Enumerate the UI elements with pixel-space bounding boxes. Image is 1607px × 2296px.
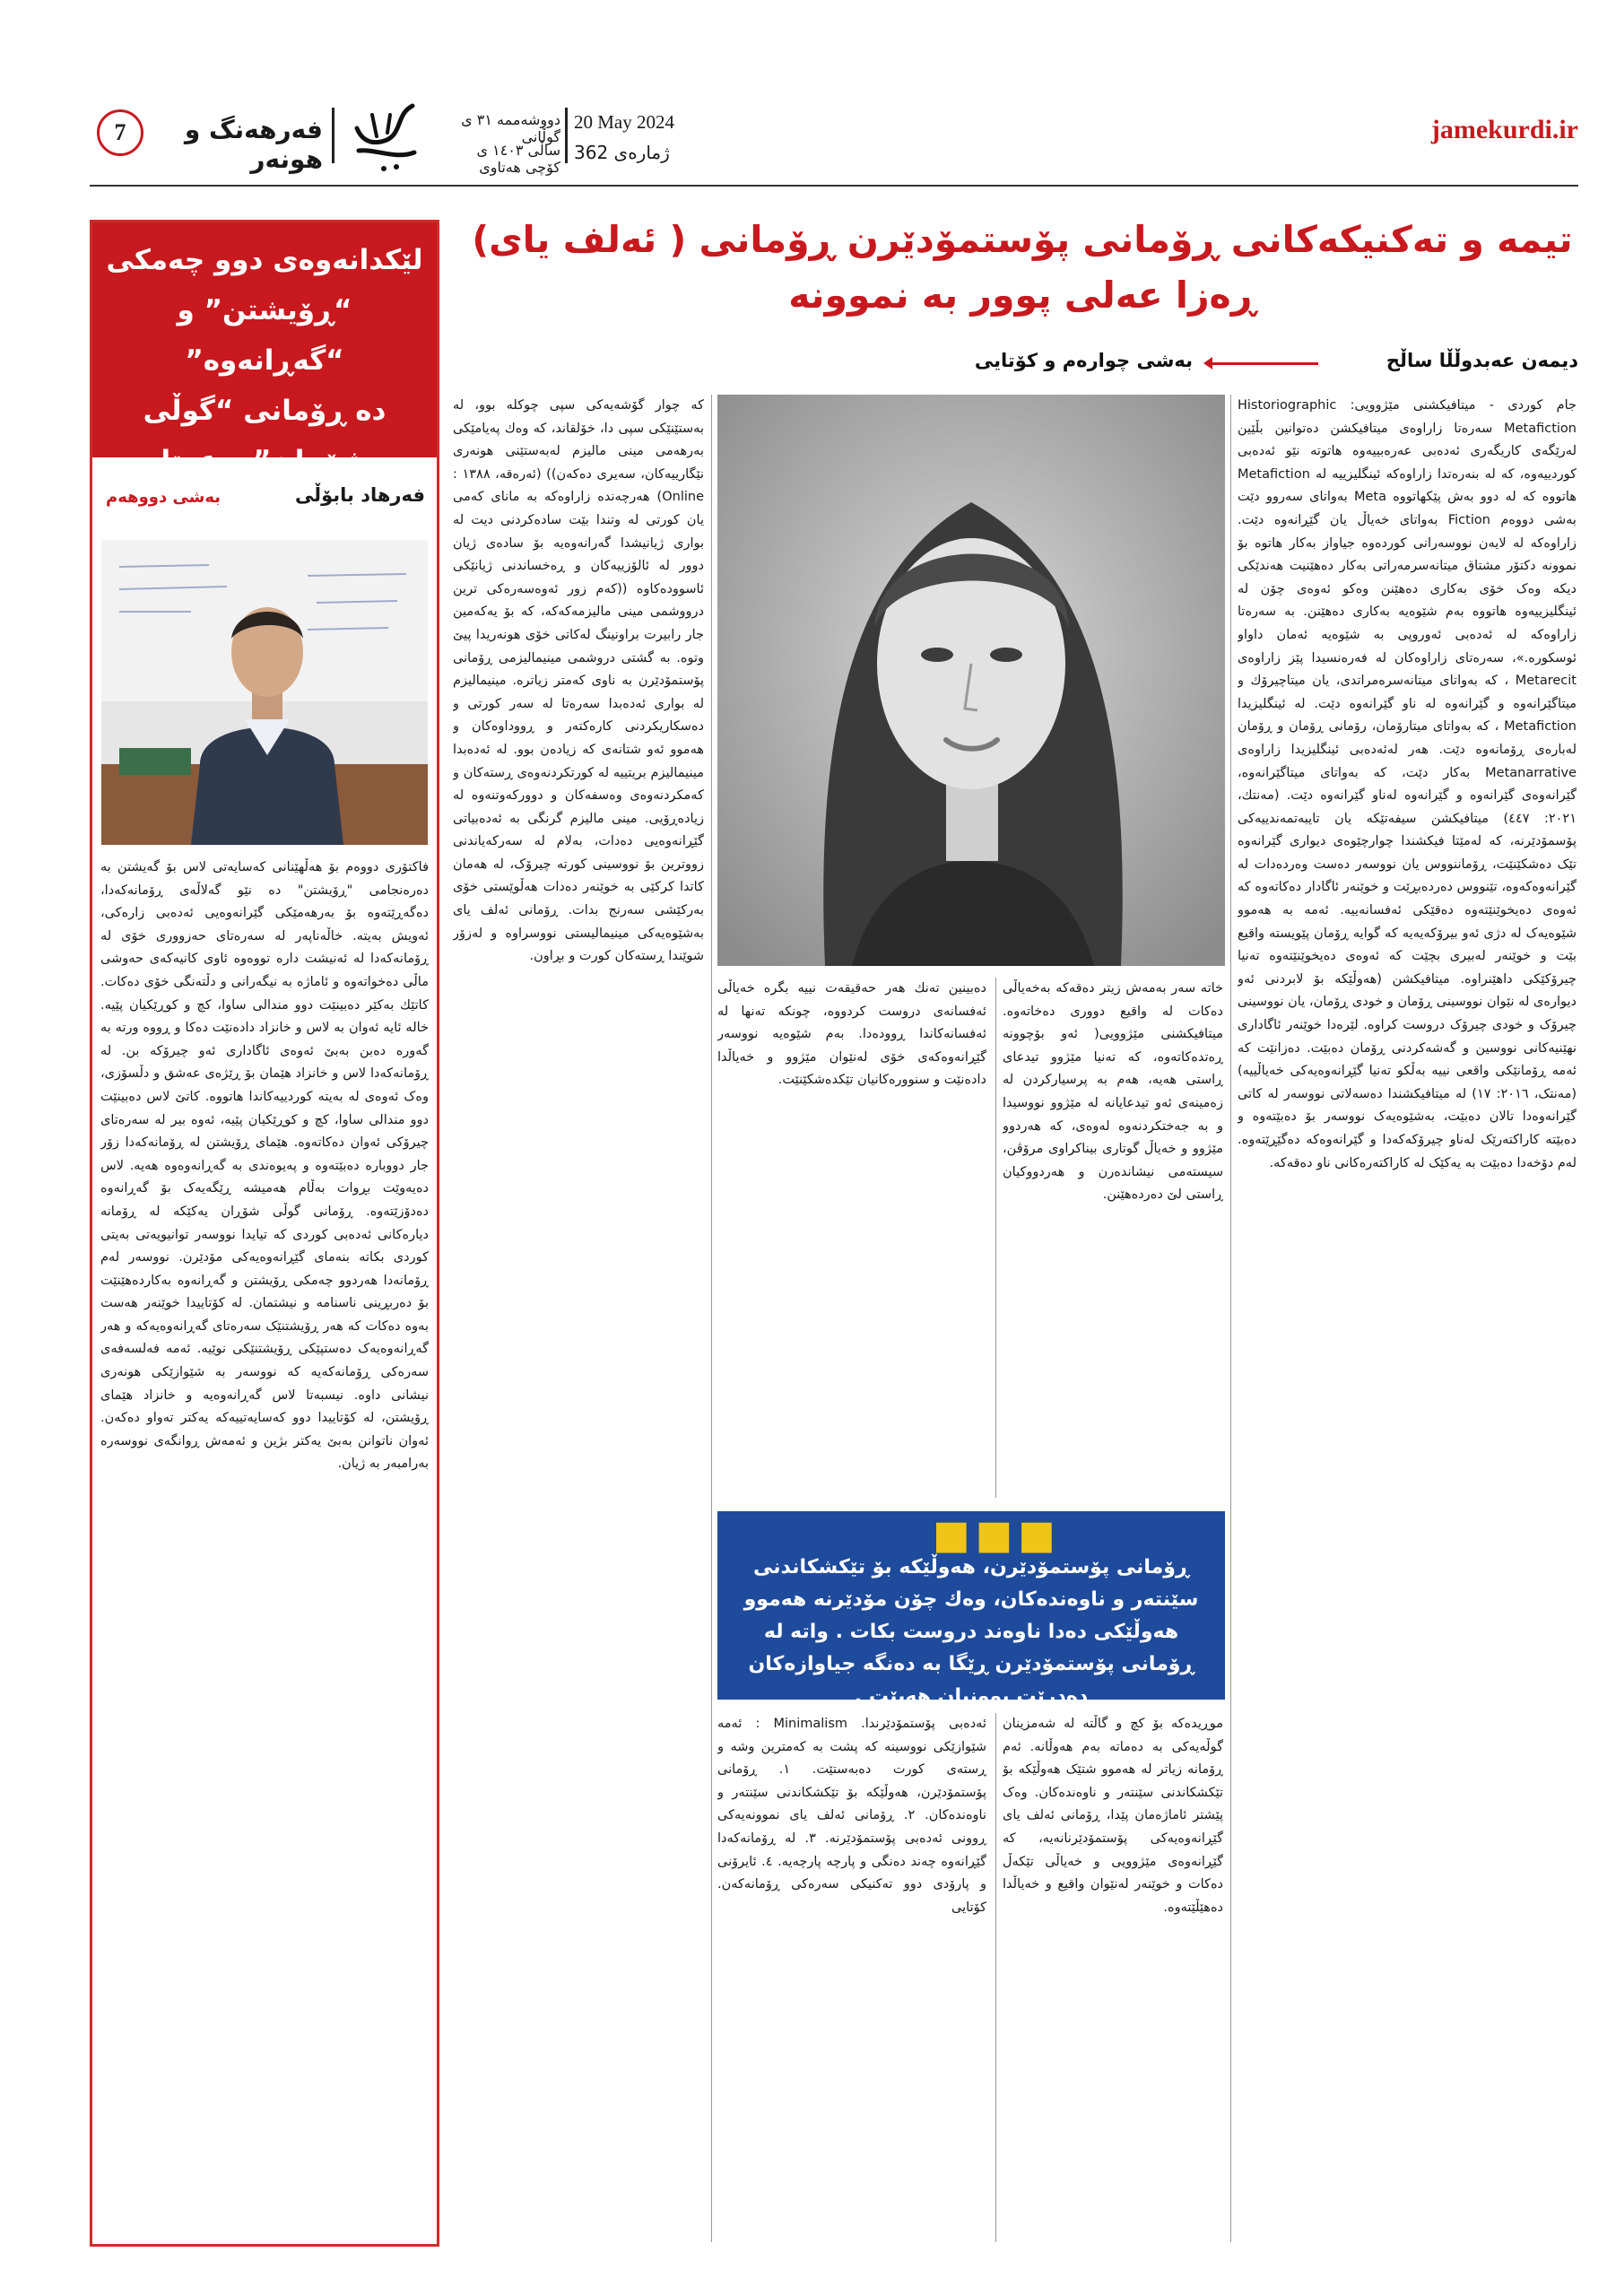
column-rule	[1230, 395, 1231, 2242]
section-name: فەرهەنگ و هونەر	[184, 115, 323, 174]
weekday-date: دووشەممە ٣١ ی گوڵانی	[461, 111, 560, 145]
site-url[interactable]: jamekurdi.ir	[1430, 115, 1578, 144]
article-part: بەشی چوارەم و کۆتایی	[974, 350, 1193, 371]
article-author: دیمەن عەبدوڵڵا ساڵح	[1385, 350, 1578, 371]
sidebar-title-line: شۆڕان”ی عەتا نەهاییدا	[161, 445, 369, 527]
page-number-badge: 7	[97, 109, 143, 156]
sidebar-title-line: دە ڕۆمانی “گوڵی	[143, 395, 387, 427]
column-rule	[711, 395, 712, 2242]
header-rule	[90, 185, 1578, 187]
article-title-line: تیمە و تەكنیكەكانی ڕۆمانی پۆستمۆدێرن ڕۆمانی ( ئەلف یای)	[472, 218, 1573, 261]
article-column-center-right: خاتە سەر بەمەش زیتر دەقەکە بەخەیاڵی دەکات لە واقیع دووری دەخاتەوە. میتافیکشنی مێژوویی( ئەو بۆچوونە ڕەتدەکاتەوە، کە تەنیا مێژوو تیدعای ڕاستی هەیە، هەم بە پرسیارکردن لە زەمینەی ئەو تیدعایانە لە مێژوو نووسیدا و بە جەختکردنەوە لەوەی، کە هەردوو مێژوو و خەیاڵ گوتاری بیناکراوی مرۆڤن، سیستەمی نیشاندەرن و هەردووکیان ڕاستی لێ دەردەهێنن.	[1003, 981, 1223, 1203]
article-column-left: كە چوار گۆشەیەكی سپی چوكلە بوو، لە بەستێنێكی سپی دا، خۆلقاند، كە وەك پەیامێكی بەرهەمی مینی مالیزم لەبەستێنی هونەری نێگارییەكان، سەیری دەكەن)) (ئەرەقە، ١٣٨٨ : Online) هەرچەندە زاراوەكە بە مانای كەمی یان كورتی لە وتندا بێت سادەكردنی دیت لە بواری ژیانیشدا گەرانەوەیە بۆ سادەی ژیان دوور لە ئالۆزییەكان و ڕەخساندنی ژیانێكی ئاسوودەكاوە ((كەم زور ئەوەسەرەكی ترین درووشمی مینی مالیزمەكەكە، كە بۆ یەكەمین جار رابیرت براونینگ لەكاتی خۆی هونەریدا پیێ وتوە. بە گشتی دروشمی مینیمالیزمی ڕۆمانی پۆستمۆدێرن بە ناوی کەمتر زیاترە. مینیمالیزم لە بواری ئەدەبدا سەرەتا لە سەر کورتی و دەسکاریکردنی کارەکتەر و ڕووداوەکان و هەموو ئەو شتانەی کە زیادەن بوو. لە ئەدەبدا مینیمالیزم بریتییە لە کورتکردنەوەی ڕستەکان و کەمکردنەوەی وەسفەکان و دوورکەوتنەوە لە زیادەڕۆیی. مینی مالیزم گرنگی بە ئەدەبیاتی گێڕانەوەیی دەدات، بەلام لە سەرکەیاندنی زووترین بۆ نووسینی کورتە چیرۆک، لە هەمان کاتدا کرکێی بە خوێنەر دەدات هەڵوێستی خۆی بەرکێشی سەرنج بدات. ڕۆمانی ئەلف یای بەشێوەیەکی مینیمالیستی نووسراوە و لەزۆر شوێندا ڕستەکان کورت و بڕاون.	[453, 398, 704, 964]
portrait-photo	[717, 395, 1225, 966]
article-title	[466, 212, 1578, 323]
sidebar-part: بەشی دووهەم	[106, 488, 222, 507]
header-divider	[565, 108, 568, 163]
column-rule	[995, 978, 996, 1498]
article-column-center-right-lower: موڕیدەکە بۆ کچ و گاڵتە لە شەمزینان گوڵەیەکی بە دەماتە بەم هەوڵانە. ئەم ڕۆمانە زیاتر لە هەموو شتێک هەوڵێکە بۆ تێکشکاندنی سێنتەر و ناوەندەکان. وەک پێشتر ئاماژەمان پێدا، ڕۆمانی ئەلف یای گێڕانەوەیەکی پۆستمۆدێرنانەیە، کە گێڕانەوەی مێژوویی و خەیاڵی تێکەڵ دەکات و خوێنەر لەنێوان واقیع و خەیاڵدا دەهێڵێتەوە.	[1003, 1717, 1223, 1915]
article-column-center-left: دەبینین تەنك هەر حەقیقەت نییە بگرە خەیاڵی ئەفسانەی دروست كردووە، چونكە تەنها لە ئەفسانەكاندا ڕوودەدا. بەم شێوەیە نووسەر گێڕانەوەکەی خۆی لەنێوان مێژوو و خەیاڵدا دادەنێت و سنوورەکانیان تێکدەشکێنێت.	[717, 981, 986, 1088]
byline-arrow-icon	[1211, 362, 1318, 365]
byline	[717, 350, 1578, 386]
kurdish-year: ساڵی ١٤٠٣ ی كۆچی هەتاوی	[476, 142, 560, 176]
sidebar-body-text: فاكتۆری دووەم بۆ هەڵهێنانی كەسایەتی لاس بۆ گەیشتن بە دەرەنجامی "ڕۆیشتن" دە نێو گەلاڵەی ڕۆمانەكەدا، دەگەڕێتەوە بۆ بەرهەمێكی گێرانەوەیی ئەدەبی زارەكی، ئەویش بەیتە. خاڵەناپەر لە سەرەتای حەزووری خۆی لە ڕۆمانەكەدا لە ئەنیشت دارە تووەوە ئاوی كانیەكەی حەوشی ماڵی دەخواتەوە و ئاماژە بە نیگەرانی و دڵتەنگی خۆی دەكات. كاتێك بەكێر دەبینێت دوو مندالی ساوا، كچ و كوڕێكیان پێیە. خالە ئایە ئەوان بە لاس و خانزاد دادەنێت دەكا و ڕووە ورتە بە گەورە دەبن بەبێ ئەوەی ئاگاداری ئەو چیرۆکە بن. لە ڕۆمانەکەدا لاس و خانزاد هێمان بۆ ڕێژەی عەشق و دڵسۆزی، وەک ئەوەی لە بەیتە کوردییەکاندا هاتووە. کاتێ لاس دەبینێت دوو مندالی ساوا، کچ و کوڕێکیان پێیە، ئەوە بیر لە سەرەتای چیرۆکی ئەوان دەکاتەوە. هێمای ڕۆیشتن لە ڕۆمانەکەدا زۆر جار دووبارە دەبێتەوە و پەیوەندی بە گەڕانەوەوە هەیە. لاس دەیەوێت بڕوات بەڵام هەمیشە ڕێگەیەک بۆ گەڕانەوە دەدۆزێتەوە. ڕۆمانی گوڵی شۆڕان یەکێکە لە ڕۆمانە دیارەکانی ئەدەبی کوردی کە تیایدا نووسەر توانیویەتی بەیتی کوردی بکاتە بنەمای گێڕانەوەیەکی مۆدێرن. نووسەر لەم ڕۆمانەدا هەردوو چەمکی ڕۆیشتن و گەڕانەوە بەکاردەهێنێت بۆ دەربڕینی ناسنامە و نیشتمان. لە کۆتاییدا خوێنەر هەست بەوە دەکات کە هەر ڕۆیشتنێک سەرەتای گەڕانەوەیەکە و هەر گەڕانەوەیەک دەستپێکی ڕۆیشتنێکی نوێیە. ئەمە فەلسەفەی سەرەکی ڕۆمانەکەیە کە نووسەر بە شێوازێکی هونەری نیشانی داوە. نیسبەتا لاس گەڕانەوەیە و خانزاد هێمای ڕۆیشتن، لە کۆتاییدا دوو کەسایەتییەکە یەکتر تەواو دەکەن. ئەوان ناتوانن بەبێ یەکتر بژین و ئەمەش ڕوانگەی نووسەرە بەرامبەر بە ژیان.	[100, 860, 429, 1472]
sidebar-author-photo	[101, 540, 428, 845]
issue-number: ژمارەی 362	[574, 142, 670, 163]
column-rule	[995, 1713, 996, 2242]
pull-quote-text: ڕۆمانی پۆستمۆدێرن، هەوڵێكە بۆ تێكشكاندنی سێنتەر و ناوەندەكان، وەك چۆن مۆدێرنە هەموو هەوڵێكی دەدا ناوەند دروست بكات . واتە لە ڕۆمانی پۆستمۆدێرن ڕێگا بە دەنگە جیاوازەكان دەدرێت بوونیان هەبێت .	[743, 1556, 1199, 1708]
sidebar-title-line: “ڕۆیشتن” و “گەڕانەوە”	[177, 294, 352, 377]
masthead-logo[interactable]	[341, 97, 430, 178]
article-column-right: جام کوردی - میتافیکشنی مێژوویی: Historiographic Metafiction سەرەتا زاراوەی میتافیکشن دەتوانین بڵێین لەرێگەی کاریگەری ئەدەبی عەرەبییەوە هاتوتە نێو ئەدەبی کوردییەوە، کە لە بنەرەتدا زاراوەکە ئینگلیزییە لە Metafiction هاتووە کە لە دوو بەش پێکهاتووە Meta بەواتای سەروو دێت بەشی دووەم Fiction بەواتای خەیاڵ یان گێڕانەوە دێت. زاراوەکە لە لایەن نووسەرانی کوردەوە جیاواز بەکار هاتوە بۆ نموونە دکتۆر مشتاق میتانەسرمەراتی بەکار دەهێنیت هەندێکی دیکە وەک خۆی بەکاری دەهێنن وەکو ئەوەی چۆن لە ئینگلیزییەوە هاتووە بەم شێوەیە بەکاری دەهێنن. بە سەرەتا زاراوەکە لە ئەدەبی ئەوروپی بە شێوەیە ئەمان داواو ئوسکورە.»، سەرەتای زاراوەکان لە فەرەنسیدا پێز زاراوەی Metarecit ، كە بەواتای میتانەسرەمراتدی، یان میتاچیرۆك و میتاگێرانەوە و گێرانەوە لە ناو گێرانەوە دێت. لە ئینگلیزیدا Metafiction ، كە بەواتای میتارۆمان، رۆمانی ڕۆمان و ڕۆمان لەبارەی ڕۆمانەوە دێت. هەر لەئەدەبی ئینگلیزیدا زاراوەی Metanarrative بەكار دێت، كە بەواتای میتاگێرانەوە، گێرانەوەی گێرانەوە و گێرانەوە لەناو گێرانەوە دێت. (مەنتك، ٢٠٢١: ٤٤٧) میتافیکشن سیفەتێکە یان تایبەتمەندییەکی پۆسمۆدێرنە، کە لەمێتا فیکشندا چوارچێوەی دیواری گێرانەوە تێک دەشکێنێت، ڕۆماننووس یان نووسەر دەست وەردەدات لە گێرانەوەکەوە، تێنووس دەردەبڕێت و خوێنەر ئاگادار دەکاتەوە کە ئەوەی دەیخوێنێتەوە دەقێکی ئەفسانەییە. ئەمە بە هەموو شێوەیەک لە دژی ئەو بیرۆکەیەیە کە گوایە ڕۆمان پێویستە واقیع بێت و خوێنەر لەبیری بچێت کە ئەوەی دەیخوێنێتەوە تەنیا چیرۆکێکی داهێنراوە. میتافیکشن (هەوڵێکە بۆ لابردنی ئەو دیوارەی لە نێوان نووسینی ڕۆمان و خودی ڕۆمان، یان نووسینی چیرۆک و خودی چیرۆک دروست کراوە. لێرەدا خوێنەر ئاگاداری نهێنیەکانی نووسین و گەشەکردنی ڕۆمان دەبێت. دەزانێت کە ئەمە ڕۆمانێکی واقعی نییە بەڵکو تەنیا گێڕانەوەیەکی خەیاڵییە) (مەنتک، ٢٠١٦: ١٧) لە میتافیکشندا دەسەلاتی نووسەر لە کاتی گێرانەوەدا تالان دەبێت، بەشێوەیەک نووسەر بۆ دەبێتەوە و دەبێتە کاراکتەرێک لەناو چیرۆکەکەدا و گێرانەوەکە دەگێڕێتەوە. لەم دۆخەدا دەبێت بە یەکێک لە کاراکتەرەکانی ناو دەقەکە.	[1238, 398, 1577, 1170]
sidebar-title-line: لێكدانەوەی دوو چەمكی	[106, 244, 423, 276]
sidebar-author: فەرهاد بابۆڵی	[294, 484, 425, 506]
article-column-center-left-lower: ئەدەبی پۆستمۆدێرندا. Minimalism : ئەمە شێوازێکی نووسینە کە پشت بە کەمترین وشە و ڕستەی کورت دەبەستێت. ١. ڕۆمانی پۆستمۆدێرن، هەوڵێکە بۆ تێکشکاندنی سێنتەر و ناوەندەکان. ٢. ڕۆمانی ئەلف یای نموونەیەکی ڕوونی ئەدەبی پۆستمۆدێرنە. ٣. لە ڕۆمانەکەدا گێڕانەوە چەند دەنگی و پارچە پارچەیە. ٤. ئایرۆنی و پارۆدی دوو تەکنیکی سەرەکی ڕۆمانەکەن. کۆتایی	[717, 1717, 986, 1915]
article-title-line: ڕەزا عەلی پوور بە نموونە	[788, 274, 1256, 317]
header-divider	[332, 108, 334, 163]
quote-mark-icon: ■■■	[933, 1512, 1061, 1558]
issue-date: 20 May 2024	[574, 111, 674, 133]
